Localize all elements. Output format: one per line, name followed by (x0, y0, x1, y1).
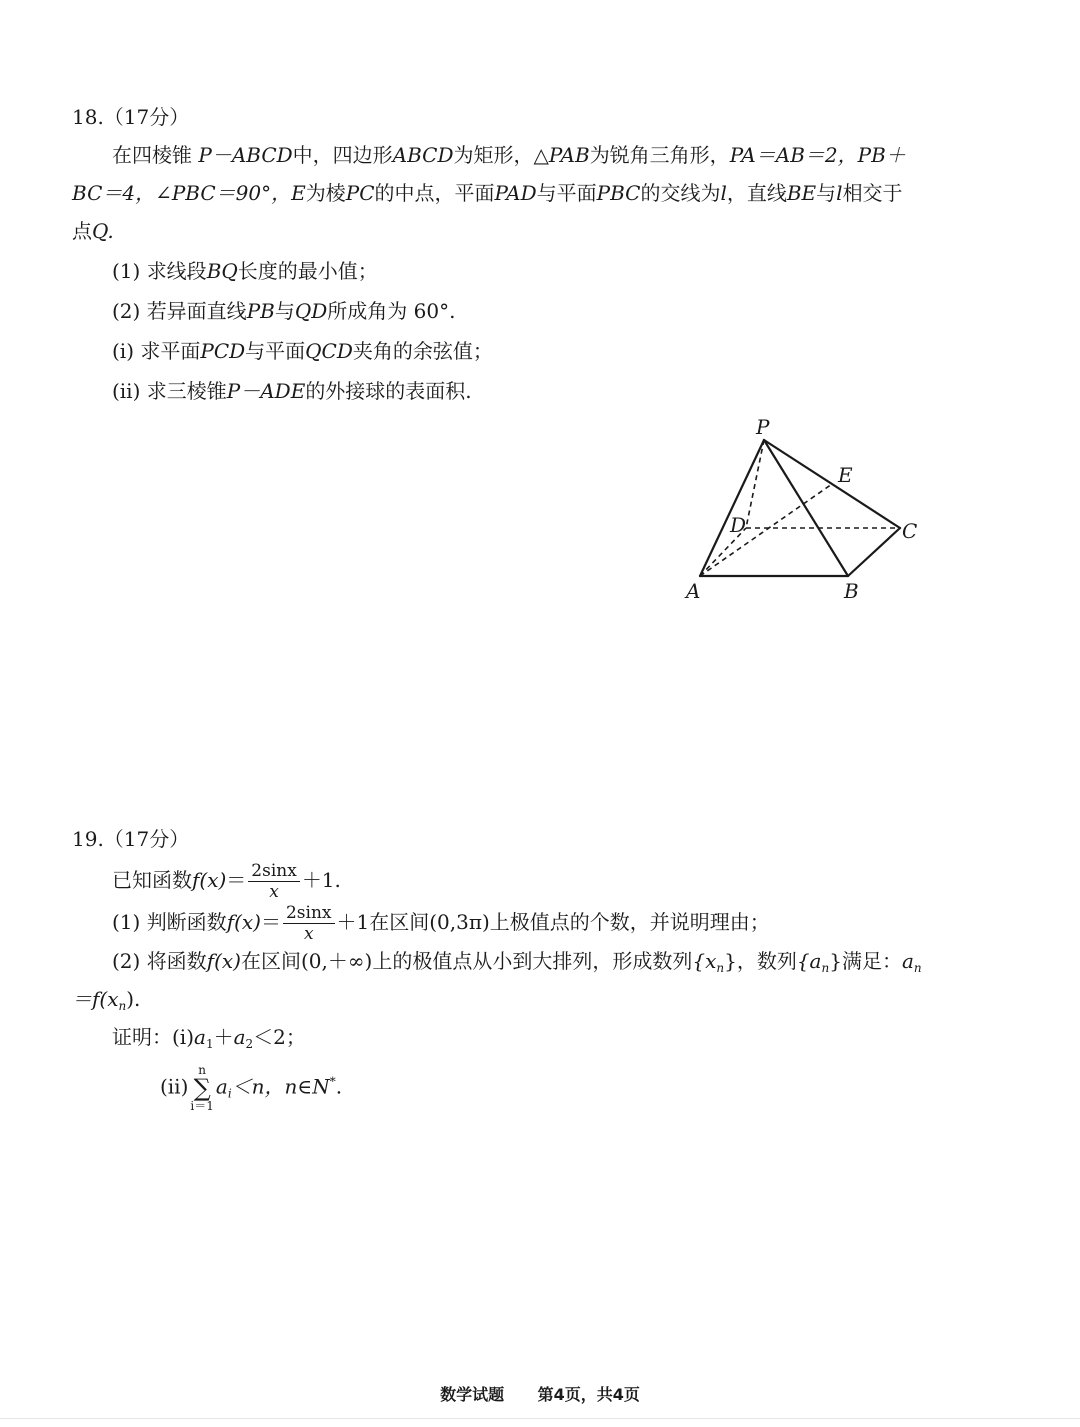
bottom-divider (0, 1418, 1080, 1419)
pyramid-figure (680, 412, 940, 612)
edge-PC (764, 440, 900, 528)
label-E: E (838, 463, 853, 487)
q19-part-2: (2) 将函数f(x)在区间(0,＋∞)上的极值点从小到大排列，形成数列$\{x_n\}$，数列$\{a_n\}$满足：$a_n$ (112, 949, 922, 975)
q18-part-2: (2) 若异面直线PB与QD所成角为 60°. (112, 299, 456, 323)
q18-header: 18.（17分） (72, 105, 190, 129)
edge-PB (764, 440, 848, 576)
segment-AE (700, 484, 832, 576)
label-D: D (730, 513, 747, 537)
fraction-2sinx-over-x: $\frac{2\sin x}{x}$ (248, 862, 300, 901)
q19-part-1: (1) 判断函数f(x)＝ $\frac{2\sin x}{x}$ ＋1在区间(0,3π)上极值点的个数，并说明理由； (112, 903, 770, 944)
q18-intro-line-3: 点Q. (72, 219, 114, 243)
footer-page-number: 第4页，共4页 (537, 1385, 640, 1404)
q18-intro-line-2: BC＝4，∠PBC＝90°，E为棱PC的中点，平面PAD与平面PBC的交线为l，直线BE与l相交于 (72, 181, 903, 205)
fraction-2sinx-over-x: $\frac{2\sin x}{x}$ (283, 904, 335, 943)
q18-intro-line-1: 在四棱锥 P－ABCD中，四边形ABCD为矩形，△PAB为锐角三角形，PA＝AB＝2，PB＋ (112, 143, 906, 167)
footer-subject: 数学试题 (440, 1385, 505, 1404)
q19-header: 19.（17分） (72, 827, 190, 851)
q19-part-2-cont: $=f(x_n)$. (72, 987, 141, 1013)
edge-PD (746, 440, 764, 528)
q18-part-1: (1) 求线段BQ长度的最小值； (112, 259, 378, 283)
q19-proof-i: 证明：$(ⅰ)a_1+a_2<2$； (112, 1025, 306, 1051)
label-C: C (902, 519, 918, 543)
page-footer (0, 1382, 1080, 1405)
label-A: A (686, 579, 701, 603)
q18-part-2-ii: (ⅱ) 求三棱锥P－ADE的外接球的表面积. (112, 379, 472, 403)
edge-BC (848, 528, 900, 576)
label-B: B (844, 579, 859, 603)
edge-PA (700, 440, 764, 576)
q19-proof-ii: (ⅱ)n ∑ $i=1a_i<n$，n∈N*. (160, 1063, 343, 1113)
summation: n ∑ i＝1 (190, 1063, 214, 1113)
label-P: P (756, 415, 770, 439)
q19-intro: 已知函数f(x)＝ $\frac{2\sin x}{x}$ ＋1. (112, 861, 341, 902)
q18-part-2-i: (ⅰ) 求平面PCD与平面QCD夹角的余弦值； (112, 339, 493, 363)
